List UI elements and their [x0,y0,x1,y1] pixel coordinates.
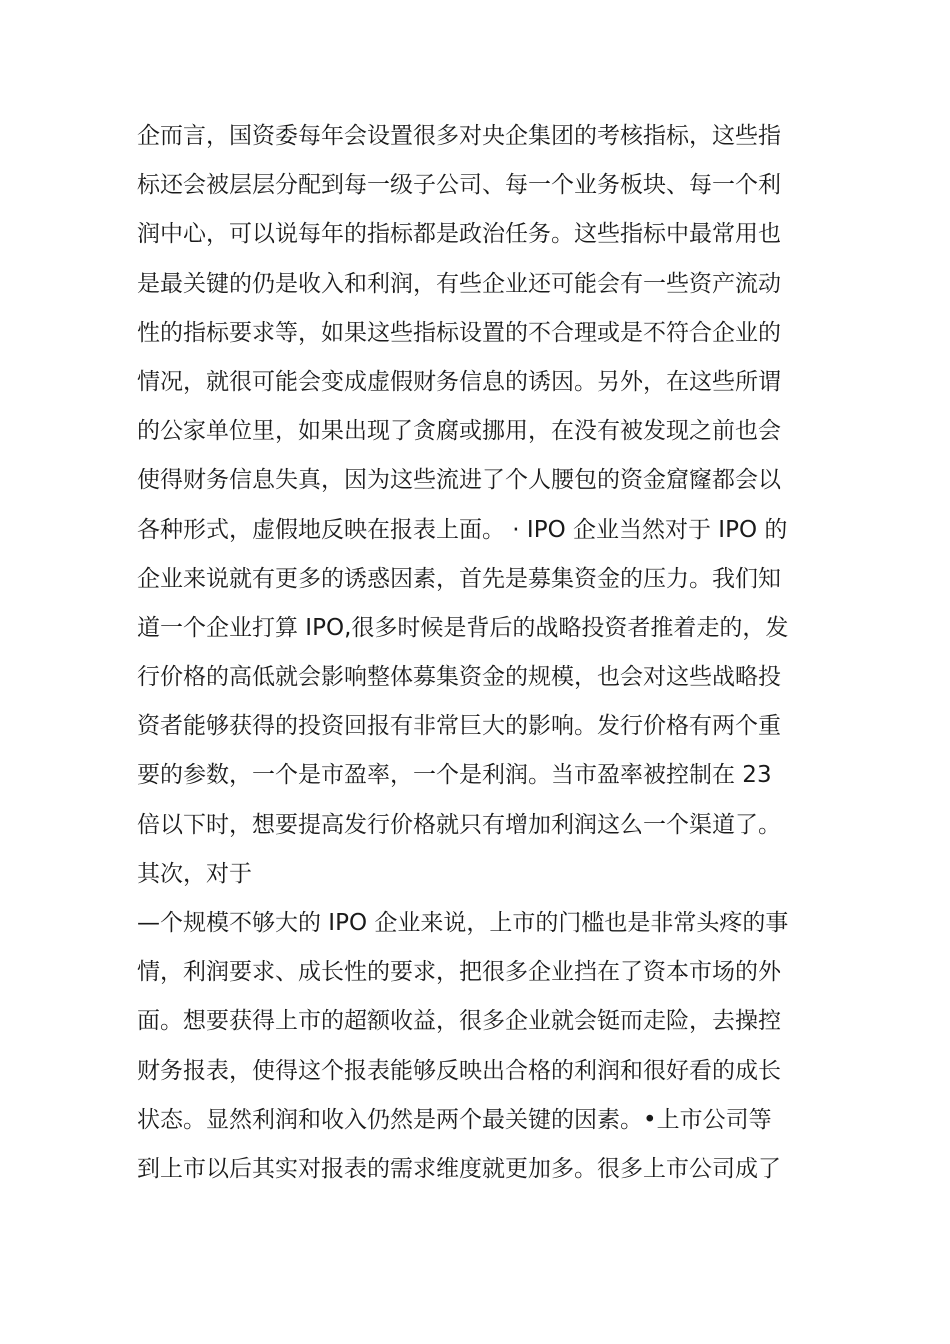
text-line: 企而言，国资委每年会设置很多对央企集团的考核指标，这些指 [137,123,781,149]
text-line: 行价格的高低就会影响整体募集资金的规模，也会对这些战略投 [137,664,781,691]
body-text [137,112,817,1194]
text-line: 倍以下时，想要提高发行价格就只有增加利润这么一个渠道了。 [137,811,781,838]
text-line: 面。想要获得上市的超额收益，很多企业就会铤而走险，去操控 [137,1008,781,1035]
text-line: —个规模不够大的 IPO 企业来说，上市的门槛也是非常头疼的事 [137,910,789,936]
text-line: 情况，就很可能会变成虚假财务信息的诱因。另外，在这些所谓 [137,368,781,395]
text-line: 财务报表，使得这个报表能够反映出合格的利润和很好看的成长 [137,1057,781,1084]
text-line: 企业来说就有更多的诱惑因素，首先是募集资金的压力。我们知 [137,565,781,592]
text-line: 性的指标要求等，如果这些指标设置的不合理或是不符合企业的 [137,319,781,346]
text-line: 道一个企业打算 IPO,很多时候是背后的战略投资者推着走的，发 [137,614,789,641]
text-line: 到上市以后其实对报表的需求维度就更加多。很多上市公司成了 [137,1155,781,1182]
text-line: 是最关键的仍是收入和利润，有些企业还可能会有一些资产流动 [137,270,781,297]
text-line: 各种形式，虚假地反映在报表上面。 · IPO 企业当然对于 IPO 的 [137,516,788,543]
text-line: 资者能够获得的投资回报有非常巨大的影响。发行价格有两个重 [137,713,781,740]
text-line: 润中心，可以说每年的指标都是政治任务。这些指标中最常用也 [137,221,781,248]
text-line: 使得财务信息失真，因为这些流进了个人腰包的资金窟窿都会以 [137,467,781,494]
text-line: 状态。显然利润和收入仍然是两个最关键的因素。•上市公司等 [137,1106,772,1133]
text-line: 情，利润要求、成长性的要求，把很多企业挡在了资本市场的外 [137,959,781,986]
text-line: 标还会被层层分配到每一级子公司、每一个业务板块、每一个利 [137,172,781,199]
text-line: 的公家单位里，如果出现了贪腐或挪用，在没有被发现之前也会 [137,418,781,445]
text-line: 要的参数，一个是市盈率，一个是利润。当市盈率被控制在 23 [137,762,772,789]
text-line: 其次，对于 [137,860,252,887]
